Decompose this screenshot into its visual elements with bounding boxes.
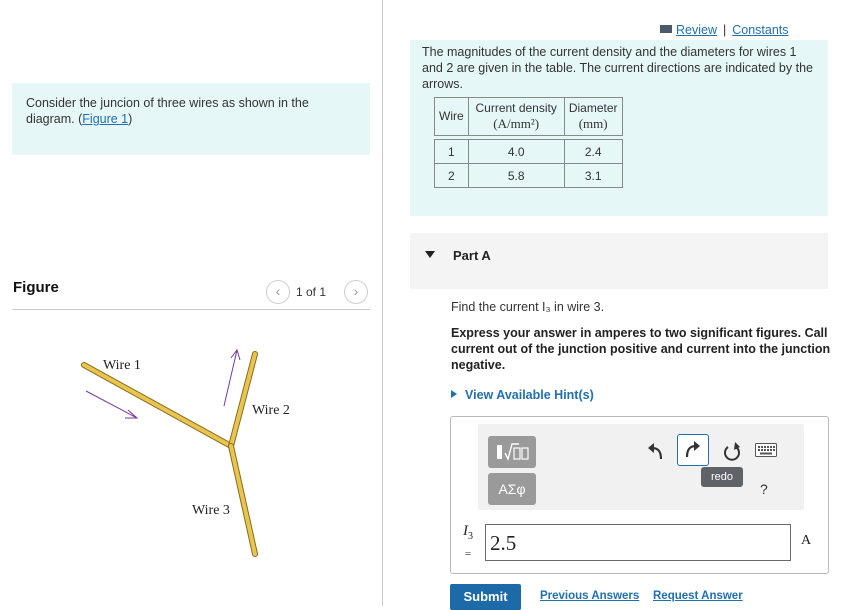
header-wire: Wire xyxy=(435,98,469,136)
unit-label: A xyxy=(801,533,812,548)
review-book-icon xyxy=(660,25,672,33)
cell-diameter: 2.4 xyxy=(564,140,622,164)
part-title[interactable]: Part A xyxy=(453,248,491,263)
request-answer-link[interactable]: Request Answer xyxy=(653,590,743,602)
answer-instructions: Express your answer in amperes to two significant figures. Call current out of the junction positive and current into the junction negative. xyxy=(451,326,831,372)
wire-2-current-arrow xyxy=(224,350,240,406)
reset-button[interactable] xyxy=(719,436,745,468)
problem-panel xyxy=(410,40,828,216)
variable-symbol: I xyxy=(463,523,468,539)
view-hints-label: View Available Hint(s) xyxy=(465,388,594,402)
keyboard-button[interactable] xyxy=(755,443,777,462)
answer-input[interactable]: 2.5 xyxy=(485,524,791,561)
template-radical-icon xyxy=(488,436,536,468)
header-diameter-unit: (mm) xyxy=(578,116,608,131)
submit-button[interactable]: Submit xyxy=(450,584,521,610)
undo-button[interactable] xyxy=(643,436,669,468)
figure-heading: Figure xyxy=(13,279,59,296)
header-density xyxy=(468,98,564,136)
wire-3-label: Wire 3 xyxy=(192,503,230,518)
cell-wire: 1 xyxy=(435,140,469,164)
cell-wire: 2 xyxy=(435,164,469,188)
column-divider xyxy=(382,0,383,606)
redo-arrow-icon xyxy=(678,435,708,465)
greek-symbols-button[interactable]: ΑΣφ xyxy=(488,473,536,505)
redo-tooltip: redo xyxy=(701,467,743,487)
table-header-row xyxy=(435,98,623,136)
undo-arrow-icon xyxy=(643,436,669,468)
link-separator: | xyxy=(723,23,727,37)
previous-answers-link[interactable]: Previous Answers xyxy=(540,590,640,602)
header-density-unit: (A/mm²) xyxy=(493,116,540,131)
figure-link[interactable]: Figure 1 xyxy=(82,112,129,126)
intro-text: Consider the juncion of three wires as shown in the diagram. xyxy=(26,96,309,126)
header-diameter xyxy=(564,98,622,136)
reset-circular-arrow-icon xyxy=(719,436,745,468)
help-button[interactable]: ? xyxy=(760,481,768,497)
figure-counter: 1 of 1 xyxy=(296,285,327,299)
wire-1-current-arrow xyxy=(86,391,137,418)
header-diameter-label: Diameter xyxy=(568,101,618,115)
templates-button[interactable] xyxy=(488,436,536,468)
variable-subscript: 3 xyxy=(468,531,473,542)
wire-diagram xyxy=(0,310,382,606)
question-text: Find the current I₃ in wire 3. xyxy=(451,300,605,314)
data-table xyxy=(434,97,623,188)
expand-triangle-icon xyxy=(451,390,457,398)
top-links xyxy=(660,23,789,37)
keyboard-icon xyxy=(755,443,777,457)
figure-next-button[interactable]: › xyxy=(344,280,368,304)
collapse-caret-icon[interactable] xyxy=(425,251,435,258)
answer-variable-label xyxy=(458,524,478,562)
review-link[interactable]: Review xyxy=(676,23,717,37)
cell-density: 5.8 xyxy=(468,164,564,188)
variable-equals: = xyxy=(464,548,472,560)
view-hints-link[interactable] xyxy=(451,388,594,402)
wire-1-label: Wire 1 xyxy=(103,358,141,373)
problem-statement: The magnitudes of the current density and the diameters for wires 1 and 2 are given in the table. The current directions are indicated by the arrows. xyxy=(422,45,813,91)
intro-panel: Consider the juncion of three wires as shown in the diagram. (Figure 1) xyxy=(12,83,370,155)
constants-link[interactable]: Constants xyxy=(732,23,789,37)
figure-prev-button[interactable]: ‹ xyxy=(266,280,290,304)
table-row xyxy=(435,164,623,188)
cell-density: 4.0 xyxy=(468,140,564,164)
table-row xyxy=(435,140,623,164)
redo-button[interactable] xyxy=(677,434,709,466)
wire-2-label: Wire 2 xyxy=(252,403,290,418)
header-density-label: Current density xyxy=(475,101,557,115)
cell-diameter: 3.1 xyxy=(564,164,622,188)
